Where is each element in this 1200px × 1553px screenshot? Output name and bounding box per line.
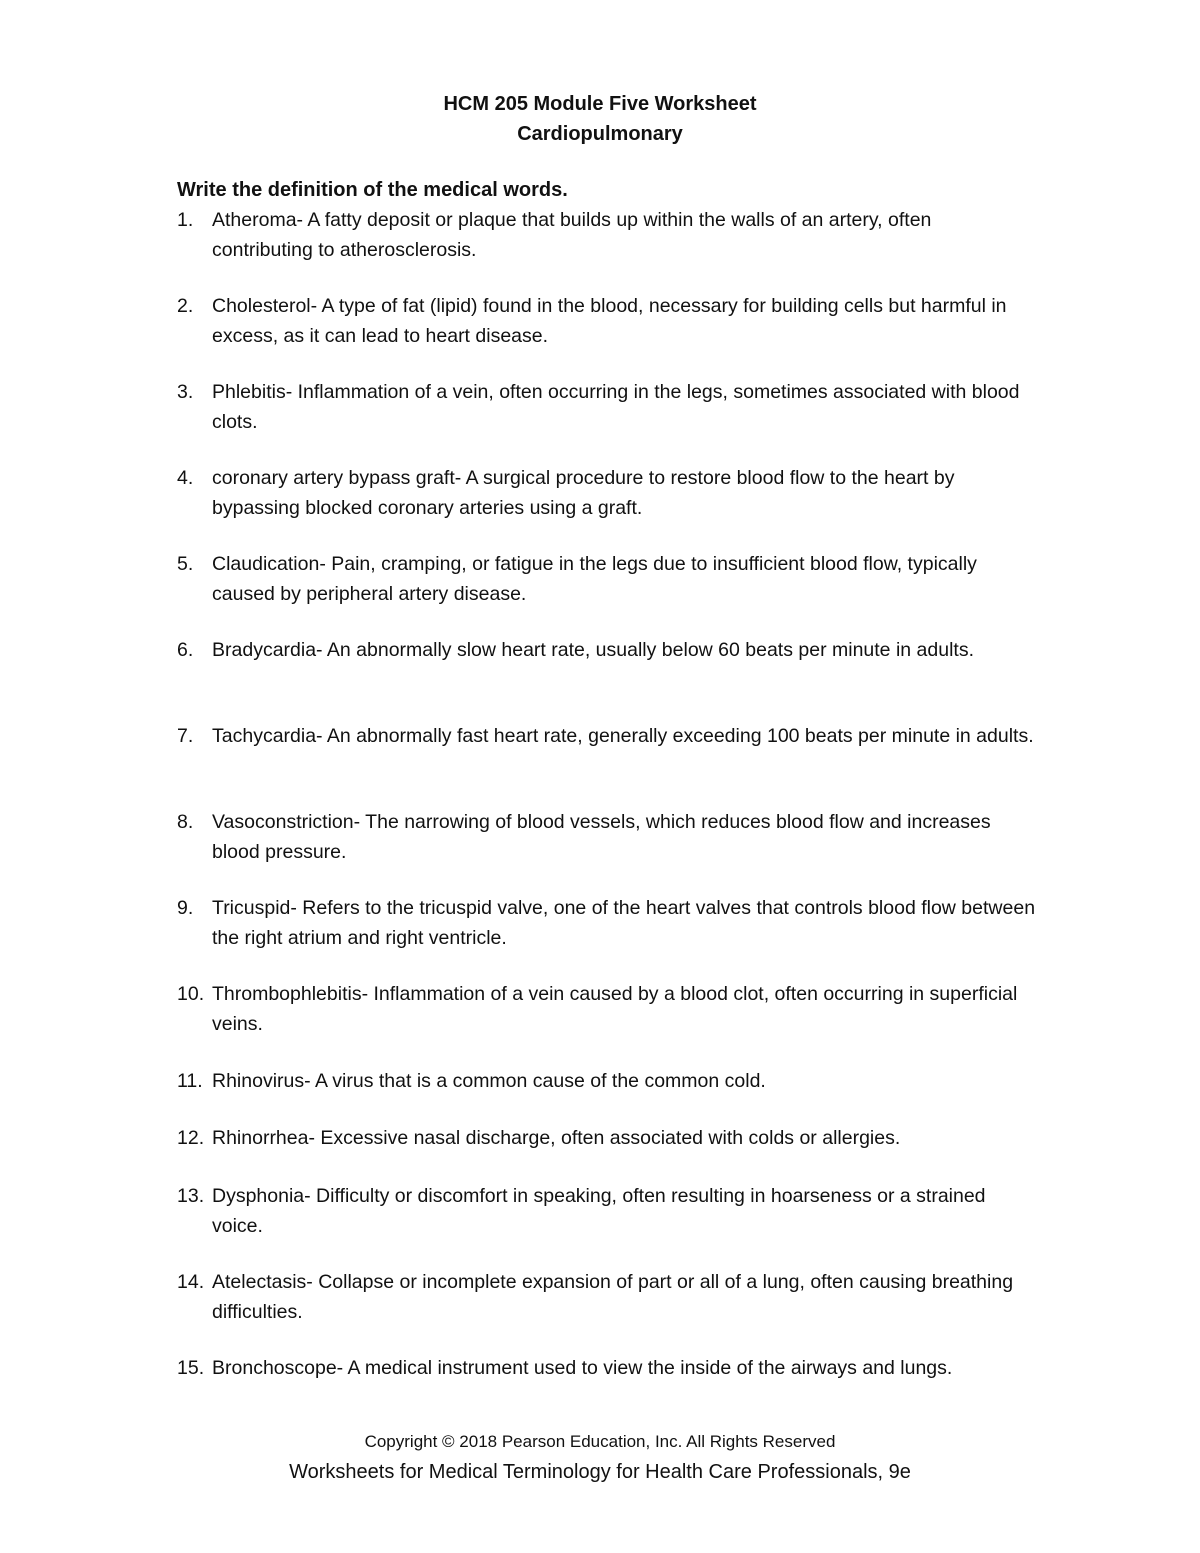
item-definition: Bradycardia- An abnormally slow heart rate, usually below 60 beats per minute in adults. [212, 639, 974, 661]
list-item [177, 1267, 1037, 1327]
item-definition: Tricuspid- Refers to the tricuspid valve, one of the heart valves that controls blood flow between the right atrium and right ventricle. [212, 897, 1036, 949]
item-definition: Rhinovirus- A virus that is a common cause of the common cold. [212, 1070, 766, 1092]
list-item [177, 1066, 1037, 1096]
item-definition: Claudication- Pain, cramping, or fatigue in the legs due to insufficient blood flow, typically caused by peripheral artery disease. [212, 553, 977, 605]
item-definition: Tachycardia- An abnormally fast heart rate, generally exceeding 100 beats per minute in adults. [212, 725, 1034, 747]
page-title: HCM 205 Module Five Worksheet [443, 93, 757, 115]
item-number: 11. [177, 1070, 203, 1092]
item-definition: Phlebitis- Inflammation of a vein, often occurring in the legs, sometimes associated with blood clots. [212, 381, 1020, 433]
book-title-footer: Worksheets for Medical Terminology for Health Care Professionals, 9e [289, 1461, 911, 1483]
list-item [177, 721, 1037, 751]
item-number: 2. [177, 295, 194, 317]
item-definition: Atheroma- A fatty deposit or plaque that builds up within the walls of an artery, often contributing to atherosclerosis. [212, 209, 932, 261]
title-block [0, 89, 1200, 149]
item-number: 5. [177, 553, 194, 575]
list-item [177, 635, 1037, 665]
list-item [177, 463, 1037, 523]
item-number: 1. [177, 209, 194, 231]
list-item [177, 1353, 1037, 1383]
item-number: 4. [177, 467, 194, 489]
item-definition: Rhinorrhea- Excessive nasal discharge, often associated with colds or allergies. [212, 1127, 901, 1149]
list-item [177, 1123, 1037, 1153]
copyright-footer: Copyright © 2018 Pearson Education, Inc. All Rights Reserved [364, 1432, 836, 1451]
list-item [177, 205, 1037, 265]
list-item [177, 979, 1037, 1039]
list-item [177, 549, 1037, 609]
item-number: 12. [177, 1127, 205, 1149]
item-number: 6. [177, 639, 194, 661]
list-item [177, 1181, 1037, 1241]
item-number: 7. [177, 725, 194, 747]
item-definition: Vasoconstriction- The narrowing of blood vessels, which reduces blood flow and increases blood pressure. [212, 811, 991, 863]
item-definition: Cholesterol- A type of fat (lipid) found in the blood, necessary for building cells but harmful in excess, as it can lead to heart disease. [212, 295, 1007, 347]
item-number: 15. [177, 1357, 205, 1379]
item-number: 8. [177, 811, 194, 833]
list-item [177, 807, 1037, 867]
list-item [177, 377, 1037, 437]
item-definition: Thrombophlebitis- Inflammation of a vein caused by a blood clot, often occurring in superficial veins. [212, 983, 1018, 1035]
item-definition: Atelectasis- Collapse or incomplete expansion of part or all of a lung, often causing breathing difficulties. [212, 1271, 1014, 1323]
item-number: 13. [177, 1185, 205, 1207]
list-item [177, 291, 1037, 351]
instruction-heading: Write the definition of the medical words. [177, 179, 568, 201]
item-definition: Dysphonia- Difficulty or discomfort in speaking, often resulting in hoarseness or a strained voice. [212, 1185, 986, 1237]
list-item [177, 893, 1037, 953]
item-number: 10. [177, 983, 205, 1005]
item-definition: coronary artery bypass graft- A surgical procedure to restore blood flow to the heart by bypassing blocked coronary arteries using a graft. [212, 467, 955, 519]
item-number: 3. [177, 381, 194, 403]
item-definition: Bronchoscope- A medical instrument used to view the inside of the airways and lungs. [212, 1357, 953, 1379]
page-subtitle: Cardiopulmonary [517, 123, 683, 145]
item-number: 9. [177, 897, 194, 919]
item-number: 14. [177, 1271, 205, 1293]
